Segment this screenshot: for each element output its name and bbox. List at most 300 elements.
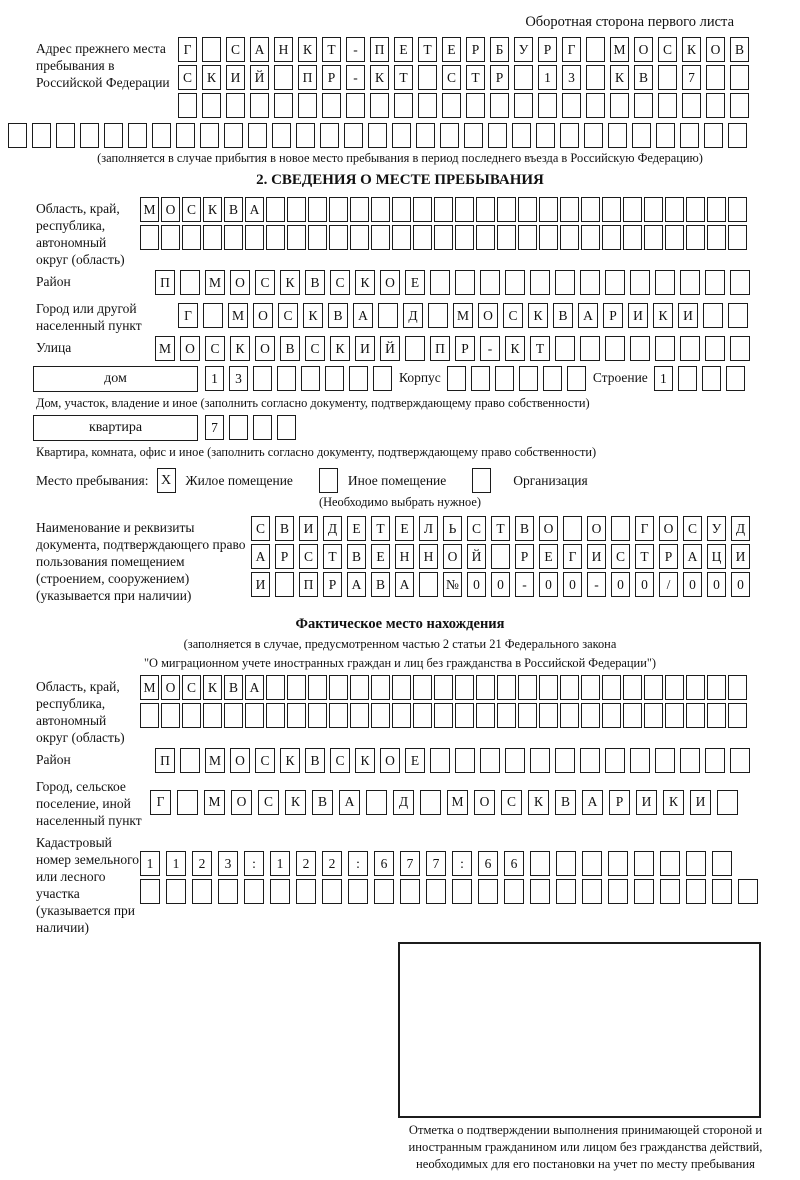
char-cell[interactable]: В (553, 303, 573, 328)
char-cell[interactable]: Р (515, 544, 534, 569)
char-cell[interactable]: Е (347, 516, 366, 541)
char-cell[interactable]: С (182, 675, 201, 700)
char-cell[interactable]: / (659, 572, 678, 597)
char-cell[interactable] (455, 675, 474, 700)
char-cell[interactable]: Д (393, 790, 414, 815)
char-cell[interactable] (371, 703, 390, 728)
char-cell[interactable]: Й (380, 336, 400, 361)
char-cell[interactable] (581, 197, 600, 222)
char-cell[interactable]: О (634, 37, 653, 62)
char-cell[interactable] (378, 303, 398, 328)
char-cell[interactable] (491, 544, 510, 569)
char-cell[interactable] (560, 225, 579, 250)
char-cell[interactable] (418, 93, 437, 118)
char-cell[interactable]: С (226, 37, 245, 62)
char-cell[interactable] (630, 270, 650, 295)
char-cell[interactable] (250, 93, 269, 118)
char-cell[interactable]: К (663, 790, 684, 815)
char-cell[interactable]: К (653, 303, 673, 328)
char-cell[interactable] (728, 675, 747, 700)
char-cell[interactable]: 0 (707, 572, 726, 597)
char-cell[interactable]: А (250, 37, 269, 62)
char-cell[interactable] (476, 675, 495, 700)
char-cell[interactable]: Г (562, 37, 581, 62)
char-cell[interactable] (655, 748, 675, 773)
char-cell[interactable]: 2 (296, 851, 316, 876)
char-cell[interactable] (392, 123, 411, 148)
char-cell[interactable] (705, 336, 725, 361)
char-cell[interactable] (266, 225, 285, 250)
char-cell[interactable] (702, 366, 721, 391)
char-cell[interactable]: С (467, 516, 486, 541)
char-cell[interactable] (728, 123, 747, 148)
char-cell[interactable] (580, 336, 600, 361)
char-cell[interactable] (512, 123, 531, 148)
char-cell[interactable] (665, 703, 684, 728)
char-cell[interactable] (728, 225, 747, 250)
char-cell[interactable] (555, 270, 575, 295)
char-cell[interactable]: К (330, 336, 350, 361)
char-cell[interactable]: А (347, 572, 366, 597)
char-cell[interactable] (476, 703, 495, 728)
char-cell[interactable] (434, 675, 453, 700)
char-cell[interactable]: 3 (218, 851, 238, 876)
char-cell[interactable]: Т (394, 65, 413, 90)
char-cell[interactable] (580, 270, 600, 295)
char-cell[interactable] (440, 123, 459, 148)
char-cell[interactable]: О (380, 270, 400, 295)
char-cell[interactable]: М (205, 748, 225, 773)
char-cell[interactable] (161, 225, 180, 250)
char-cell[interactable]: У (707, 516, 726, 541)
stay-type-checkbox-residential[interactable]: X (157, 468, 176, 493)
char-cell[interactable] (605, 336, 625, 361)
char-cell[interactable] (665, 197, 684, 222)
char-cell[interactable]: 2 (192, 851, 212, 876)
char-cell[interactable] (392, 225, 411, 250)
char-cell[interactable]: 1 (654, 366, 673, 391)
char-cell[interactable]: Р (659, 544, 678, 569)
char-cell[interactable]: В (555, 790, 576, 815)
char-cell[interactable] (680, 270, 700, 295)
char-cell[interactable]: О (587, 516, 606, 541)
char-cell[interactable] (514, 65, 533, 90)
char-cell[interactable]: В (305, 748, 325, 773)
char-cell[interactable]: Р (466, 37, 485, 62)
char-cell[interactable] (704, 123, 723, 148)
char-cell[interactable]: В (634, 65, 653, 90)
char-cell[interactable]: Р (609, 790, 630, 815)
char-cell[interactable]: Р (322, 65, 341, 90)
char-cell[interactable] (371, 225, 390, 250)
char-cell[interactable] (538, 93, 557, 118)
char-cell[interactable] (644, 197, 663, 222)
char-cell[interactable] (182, 703, 201, 728)
char-cell[interactable]: Р (323, 572, 342, 597)
char-cell[interactable]: С (611, 544, 630, 569)
char-cell[interactable] (505, 748, 525, 773)
char-cell[interactable] (296, 123, 315, 148)
char-cell[interactable] (497, 225, 516, 250)
char-cell[interactable]: О (180, 336, 200, 361)
char-cell[interactable] (705, 748, 725, 773)
char-cell[interactable] (602, 225, 621, 250)
char-cell[interactable]: 7 (682, 65, 701, 90)
char-cell[interactable]: В (347, 544, 366, 569)
char-cell[interactable] (166, 879, 186, 904)
char-cell[interactable] (717, 790, 738, 815)
char-cell[interactable] (497, 675, 516, 700)
char-cell[interactable] (329, 225, 348, 250)
char-cell[interactable] (611, 516, 630, 541)
char-cell[interactable] (202, 93, 221, 118)
char-cell[interactable] (686, 675, 705, 700)
char-cell[interactable]: О (253, 303, 273, 328)
char-cell[interactable]: В (371, 572, 390, 597)
char-cell[interactable] (455, 270, 475, 295)
char-cell[interactable] (580, 748, 600, 773)
char-cell[interactable] (530, 879, 550, 904)
char-cell[interactable] (707, 225, 726, 250)
char-cell[interactable] (602, 197, 621, 222)
char-cell[interactable] (350, 197, 369, 222)
char-cell[interactable]: П (298, 65, 317, 90)
char-cell[interactable]: Й (467, 544, 486, 569)
char-cell[interactable] (296, 879, 316, 904)
char-cell[interactable] (581, 675, 600, 700)
char-cell[interactable] (413, 225, 432, 250)
char-cell[interactable]: Т (322, 37, 341, 62)
char-cell[interactable] (177, 790, 198, 815)
char-cell[interactable] (426, 879, 446, 904)
char-cell[interactable] (518, 197, 537, 222)
char-cell[interactable] (434, 197, 453, 222)
char-cell[interactable]: А (683, 544, 702, 569)
char-cell[interactable]: А (582, 790, 603, 815)
char-cell[interactable]: С (278, 303, 298, 328)
char-cell[interactable] (32, 123, 51, 148)
char-cell[interactable] (455, 197, 474, 222)
char-cell[interactable] (245, 225, 264, 250)
char-cell[interactable]: 0 (491, 572, 510, 597)
char-cell[interactable] (505, 270, 525, 295)
char-cell[interactable]: И (628, 303, 648, 328)
char-cell[interactable]: К (285, 790, 306, 815)
char-cell[interactable]: Н (419, 544, 438, 569)
char-cell[interactable]: М (610, 37, 629, 62)
char-cell[interactable] (8, 123, 27, 148)
char-cell[interactable] (455, 703, 474, 728)
char-cell[interactable]: К (298, 37, 317, 62)
char-cell[interactable]: И (678, 303, 698, 328)
char-cell[interactable] (644, 225, 663, 250)
char-cell[interactable]: О (706, 37, 725, 62)
char-cell[interactable] (203, 225, 222, 250)
char-cell[interactable]: Д (403, 303, 423, 328)
char-cell[interactable]: 0 (635, 572, 654, 597)
char-cell[interactable] (287, 703, 306, 728)
char-cell[interactable]: Л (419, 516, 438, 541)
char-cell[interactable]: П (155, 748, 175, 773)
char-cell[interactable]: Е (405, 270, 425, 295)
char-cell[interactable] (128, 123, 147, 148)
char-cell[interactable] (707, 703, 726, 728)
char-cell[interactable] (442, 93, 461, 118)
char-cell[interactable] (140, 225, 159, 250)
char-cell[interactable]: С (683, 516, 702, 541)
char-cell[interactable]: О (474, 790, 495, 815)
char-cell[interactable]: О (255, 336, 275, 361)
char-cell[interactable] (644, 703, 663, 728)
char-cell[interactable]: 6 (504, 851, 524, 876)
char-cell[interactable] (497, 197, 516, 222)
char-cell[interactable] (420, 790, 441, 815)
char-cell[interactable] (287, 225, 306, 250)
char-cell[interactable] (608, 879, 628, 904)
char-cell[interactable]: К (303, 303, 323, 328)
char-cell[interactable]: К (528, 790, 549, 815)
char-cell[interactable] (329, 675, 348, 700)
char-cell[interactable] (466, 93, 485, 118)
char-cell[interactable]: И (690, 790, 711, 815)
char-cell[interactable] (605, 270, 625, 295)
char-cell[interactable] (248, 123, 267, 148)
char-cell[interactable]: Ь (443, 516, 462, 541)
char-cell[interactable] (730, 270, 750, 295)
char-cell[interactable]: П (370, 37, 389, 62)
char-cell[interactable]: В (224, 675, 243, 700)
char-cell[interactable]: В (515, 516, 534, 541)
char-cell[interactable]: Г (635, 516, 654, 541)
char-cell[interactable] (447, 366, 466, 391)
char-cell[interactable] (560, 703, 579, 728)
char-cell[interactable] (266, 703, 285, 728)
char-cell[interactable]: Е (405, 748, 425, 773)
char-cell[interactable]: К (528, 303, 548, 328)
char-cell[interactable]: К (280, 270, 300, 295)
char-cell[interactable] (608, 123, 627, 148)
char-cell[interactable] (497, 703, 516, 728)
char-cell[interactable] (560, 123, 579, 148)
char-cell[interactable] (419, 572, 438, 597)
apartment-type-box[interactable]: квартира (33, 415, 198, 441)
char-cell[interactable]: В (328, 303, 348, 328)
char-cell[interactable] (703, 303, 723, 328)
char-cell[interactable]: - (587, 572, 606, 597)
char-cell[interactable]: Н (395, 544, 414, 569)
char-cell[interactable]: № (443, 572, 462, 597)
char-cell[interactable] (430, 748, 450, 773)
char-cell[interactable]: Е (371, 544, 390, 569)
char-cell[interactable]: К (370, 65, 389, 90)
char-cell[interactable]: Н (274, 37, 293, 62)
char-cell[interactable]: А (353, 303, 373, 328)
char-cell[interactable] (245, 703, 264, 728)
char-cell[interactable] (104, 123, 123, 148)
char-cell[interactable] (555, 748, 575, 773)
char-cell[interactable] (308, 225, 327, 250)
char-cell[interactable] (329, 197, 348, 222)
char-cell[interactable]: Г (150, 790, 171, 815)
char-cell[interactable] (623, 225, 642, 250)
char-cell[interactable] (530, 851, 550, 876)
char-cell[interactable] (349, 366, 368, 391)
char-cell[interactable] (413, 197, 432, 222)
char-cell[interactable]: 2 (322, 851, 342, 876)
char-cell[interactable] (480, 748, 500, 773)
char-cell[interactable]: В (224, 197, 243, 222)
char-cell[interactable] (623, 703, 642, 728)
char-cell[interactable]: 1 (140, 851, 160, 876)
char-cell[interactable]: Т (491, 516, 510, 541)
stay-type-checkbox-other-premises[interactable] (319, 468, 338, 493)
char-cell[interactable] (518, 675, 537, 700)
char-cell[interactable] (253, 366, 272, 391)
char-cell[interactable]: В (305, 270, 325, 295)
char-cell[interactable] (152, 123, 171, 148)
char-cell[interactable]: К (280, 748, 300, 773)
char-cell[interactable]: - (515, 572, 534, 597)
char-cell[interactable]: А (245, 675, 264, 700)
char-cell[interactable]: А (251, 544, 270, 569)
char-cell[interactable]: 7 (205, 415, 224, 440)
char-cell[interactable] (728, 303, 748, 328)
char-cell[interactable] (274, 65, 293, 90)
char-cell[interactable] (308, 197, 327, 222)
char-cell[interactable] (610, 93, 629, 118)
char-cell[interactable] (738, 879, 758, 904)
char-cell[interactable] (730, 65, 749, 90)
char-cell[interactable]: 3 (229, 366, 248, 391)
char-cell[interactable]: О (230, 748, 250, 773)
char-cell[interactable] (488, 123, 507, 148)
char-cell[interactable] (584, 123, 603, 148)
char-cell[interactable] (518, 225, 537, 250)
char-cell[interactable] (320, 123, 339, 148)
char-cell[interactable]: В (730, 37, 749, 62)
char-cell[interactable]: А (578, 303, 598, 328)
char-cell[interactable] (178, 93, 197, 118)
stay-type-checkbox-organization[interactable] (472, 468, 491, 493)
char-cell[interactable]: С (299, 544, 318, 569)
char-cell[interactable] (634, 851, 654, 876)
char-cell[interactable]: М (140, 197, 159, 222)
char-cell[interactable] (346, 93, 365, 118)
char-cell[interactable]: К (203, 675, 222, 700)
char-cell[interactable] (658, 65, 677, 90)
char-cell[interactable]: С (442, 65, 461, 90)
char-cell[interactable] (530, 270, 550, 295)
char-cell[interactable]: О (161, 675, 180, 700)
char-cell[interactable]: Р (275, 544, 294, 569)
char-cell[interactable]: М (228, 303, 248, 328)
char-cell[interactable] (602, 675, 621, 700)
char-cell[interactable] (539, 703, 558, 728)
char-cell[interactable] (686, 703, 705, 728)
char-cell[interactable] (536, 123, 555, 148)
char-cell[interactable] (680, 748, 700, 773)
char-cell[interactable]: И (226, 65, 245, 90)
char-cell[interactable] (430, 270, 450, 295)
char-cell[interactable] (400, 879, 420, 904)
char-cell[interactable] (287, 197, 306, 222)
char-cell[interactable] (392, 675, 411, 700)
char-cell[interactable] (514, 93, 533, 118)
char-cell[interactable] (176, 123, 195, 148)
char-cell[interactable]: О (230, 270, 250, 295)
char-cell[interactable] (392, 703, 411, 728)
char-cell[interactable] (373, 366, 392, 391)
char-cell[interactable]: 6 (374, 851, 394, 876)
char-cell[interactable] (656, 123, 675, 148)
char-cell[interactable] (686, 225, 705, 250)
char-cell[interactable] (478, 879, 498, 904)
char-cell[interactable]: - (346, 65, 365, 90)
char-cell[interactable]: 7 (400, 851, 420, 876)
char-cell[interactable]: Й (250, 65, 269, 90)
char-cell[interactable] (680, 123, 699, 148)
char-cell[interactable]: Р (538, 37, 557, 62)
char-cell[interactable] (530, 748, 550, 773)
char-cell[interactable] (706, 65, 725, 90)
char-cell[interactable]: 0 (611, 572, 630, 597)
char-cell[interactable] (539, 225, 558, 250)
char-cell[interactable] (504, 879, 524, 904)
char-cell[interactable]: Г (178, 303, 198, 328)
char-cell[interactable]: С (182, 197, 201, 222)
char-cell[interactable] (706, 93, 725, 118)
char-cell[interactable] (392, 197, 411, 222)
char-cell[interactable] (80, 123, 99, 148)
char-cell[interactable]: 1 (270, 851, 290, 876)
char-cell[interactable]: П (299, 572, 318, 597)
char-cell[interactable] (428, 303, 448, 328)
char-cell[interactable] (405, 336, 425, 361)
char-cell[interactable] (644, 675, 663, 700)
char-cell[interactable]: 6 (478, 851, 498, 876)
char-cell[interactable]: : (348, 851, 368, 876)
char-cell[interactable]: : (452, 851, 472, 876)
char-cell[interactable] (665, 225, 684, 250)
char-cell[interactable] (272, 123, 291, 148)
char-cell[interactable]: А (395, 572, 414, 597)
char-cell[interactable] (266, 675, 285, 700)
char-cell[interactable]: К (355, 748, 375, 773)
char-cell[interactable] (182, 225, 201, 250)
char-cell[interactable]: Б (490, 37, 509, 62)
char-cell[interactable] (680, 336, 700, 361)
char-cell[interactable]: К (682, 37, 701, 62)
char-cell[interactable] (728, 703, 747, 728)
char-cell[interactable]: 1 (538, 65, 557, 90)
char-cell[interactable]: Е (539, 544, 558, 569)
char-cell[interactable]: Е (394, 37, 413, 62)
char-cell[interactable] (634, 93, 653, 118)
char-cell[interactable] (556, 851, 576, 876)
char-cell[interactable]: Р (603, 303, 623, 328)
char-cell[interactable]: - (480, 336, 500, 361)
char-cell[interactable]: О (161, 197, 180, 222)
char-cell[interactable] (630, 748, 650, 773)
char-cell[interactable]: И (299, 516, 318, 541)
char-cell[interactable] (518, 703, 537, 728)
char-cell[interactable]: В (312, 790, 333, 815)
char-cell[interactable] (634, 879, 654, 904)
char-cell[interactable] (203, 303, 223, 328)
char-cell[interactable]: К (203, 197, 222, 222)
char-cell[interactable]: 0 (563, 572, 582, 597)
char-cell[interactable] (161, 703, 180, 728)
